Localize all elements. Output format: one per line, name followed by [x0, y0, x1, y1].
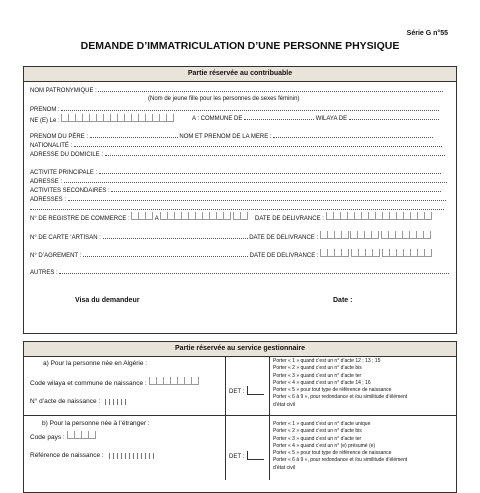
ref-naissance-field[interactable]	[30, 452, 154, 459]
nationalite-label: NATIONALITÉ :	[30, 143, 73, 149]
nom-mere-label: NOM ET PRENOM DE LA MERE :	[179, 134, 272, 140]
adresse-label: ADRESSE :	[30, 179, 63, 185]
prenom-pere-label: PRENOM DU PÈRE :	[30, 134, 89, 140]
num-acte-label: N° d’acte de naissance :	[30, 398, 101, 405]
note-line: Porter « 1 » quand c’est un n° d’acte 12 ; 13 ; 15	[273, 358, 381, 364]
code-pays-field[interactable]	[30, 431, 96, 441]
note-line: Porter « 5 » pour tout type de référence de naissance	[273, 387, 392, 394]
agrement-label: N° D’AGREMENT :	[30, 253, 82, 259]
code-pays-label: Code pays :	[30, 434, 65, 441]
activites-secondaires-label: ACTIVITES SECONDAIRES :	[30, 188, 110, 194]
carte-artisan-label: N° DE CARTE ‘ARTISAN :	[30, 235, 101, 241]
taxpayer-section-header: Partie réservée au contribuable	[24, 67, 456, 82]
note-line: Porter « 1 » quand c’est un n° d’acte unique	[273, 421, 371, 427]
autres-label: AUTRES :	[30, 270, 58, 276]
registre-letter: A	[154, 216, 159, 222]
ref-naissance-label: Référence de naissance :	[30, 452, 104, 459]
note-line: d’état civil	[273, 464, 295, 471]
ne-le-label: NE (E) Le :	[30, 118, 60, 124]
adresse-domicile-field[interactable]	[30, 150, 445, 158]
date-delivrance-3-label: DATE DE DELIVRANCE :	[249, 253, 319, 259]
nationalite-field[interactable]	[30, 141, 442, 149]
adresse-field[interactable]	[30, 177, 447, 185]
nom-patronymique-label: NOM PATRONYMIQUE :	[30, 88, 97, 94]
commune-field[interactable]	[192, 114, 439, 122]
note-line: Porter « 6 à 9 », pour redondance et /ou similitude d’élément	[273, 394, 408, 401]
nom-patronymique-field[interactable]	[30, 86, 443, 94]
prenom-label: PRENOM :	[30, 107, 60, 113]
note-line: Porter « 4 » quand c’est un n° (e) présumé (e)	[273, 442, 376, 449]
adresses-label: ADRESSES :	[30, 197, 67, 203]
activite-principale-field[interactable]	[30, 168, 441, 176]
commune-label: A : COMMUNE DE	[192, 116, 243, 122]
agrement-field[interactable]	[30, 249, 432, 259]
code-wilaya-label: Code wilaya et commune de naissance :	[30, 380, 147, 387]
date-delivrance-1-field[interactable]	[255, 212, 432, 222]
det-1-field[interactable]	[229, 386, 264, 395]
date-label: Date :	[333, 297, 353, 304]
note-line: Porter « 3 » quand c’est un n° d’acte ter	[273, 372, 362, 379]
code-wilaya-field[interactable]	[30, 377, 199, 387]
note-line: Porter « 6 à 9 », pour redondance et /ou similitude d’élément	[273, 457, 408, 464]
note-line: d’état civil	[273, 401, 295, 408]
date-delivrance-1-label: DATE DE DELIVRANCE :	[255, 216, 324, 222]
autres-field[interactable]	[30, 268, 449, 276]
nom-jeune-fille-note: (Nom de jeune fille pour les personnes de sexes féminin)	[148, 96, 300, 102]
det-2-field[interactable]	[229, 451, 264, 460]
page-title: DEMANDE D’IMMATRICULATION D’UNE PERSONNE PHYSIQUE	[80, 40, 400, 52]
activites-secondaires-field[interactable]	[30, 186, 441, 194]
date-naissance-field[interactable]	[30, 114, 174, 124]
det-2-label: DET :	[229, 454, 245, 460]
visa-demandeur: Visa du demandeur	[75, 297, 140, 304]
note-line: Porter « 4 » quand c’est un n° d’acte 14 ; 16	[273, 379, 371, 386]
prenom-field[interactable]	[30, 105, 439, 113]
algeria-section-title: a) Pour la personne née en Algérie :	[43, 360, 148, 367]
adresses-field[interactable]	[30, 195, 446, 203]
serie-number: Série G n°55	[406, 30, 448, 37]
date-delivrance-2-label: DATE DE DELIVRANCE :	[249, 235, 319, 241]
note-line: Porter « 3 » quand c’est un n° d’acte ter	[273, 435, 362, 442]
service-section-header: Partie réservée au service gestionnaire	[24, 342, 456, 357]
activite-principale-label: ACTIVITE PRINCIPALE :	[30, 170, 98, 176]
wilaya-label: WILAYA DE	[315, 116, 348, 122]
notes-abroad	[273, 421, 407, 472]
num-acte-field[interactable]	[30, 398, 126, 405]
carte-artisan-field[interactable]	[30, 231, 431, 241]
adresse-domicile-label: ADRESSE DU DOMICILE :	[30, 152, 104, 158]
note-line: Porter « 5 » pour tout type de référence de naissance	[273, 450, 392, 457]
extra-line[interactable]	[30, 204, 444, 212]
det-1-label: DET :	[229, 389, 245, 395]
note-line: Porter « 2 » quand c’est un n° d’acte bis	[273, 428, 362, 435]
abroad-section-title: b) Pour la personne née à l’étranger :	[42, 420, 150, 427]
note-line: Porter « 2 » quand c’est un n° d’acte bis	[273, 365, 362, 372]
prenom-pere-field[interactable]	[30, 132, 433, 140]
registre-commerce-label: N° DE REGISTRE DE COMMERCE :	[30, 216, 130, 222]
notes-algeria	[273, 358, 407, 409]
registre-commerce-field[interactable]	[30, 212, 248, 222]
